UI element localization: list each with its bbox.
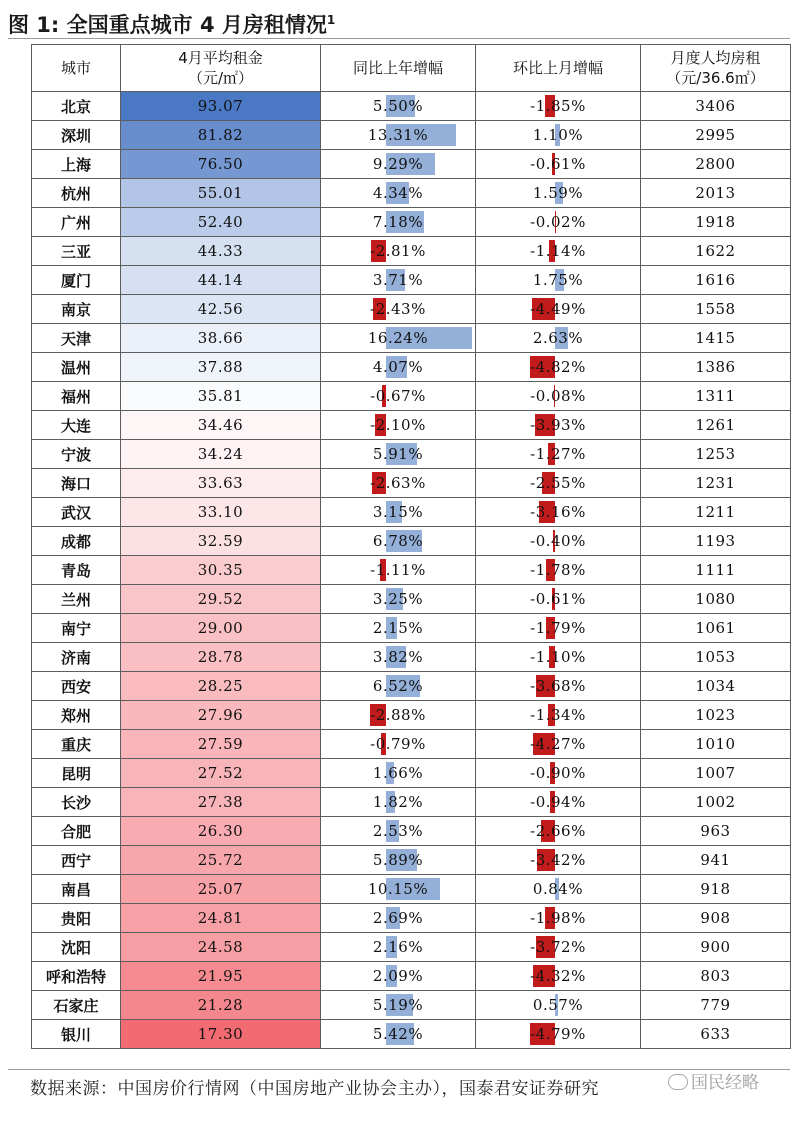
- table-row: [32, 92, 791, 121]
- yoy-cell: [321, 875, 476, 904]
- per-person-cell: 803: [641, 962, 791, 991]
- per-person-cell: 2800: [641, 150, 791, 179]
- yoy-cell: [321, 1020, 476, 1049]
- mom-value: -1.98%: [530, 909, 586, 927]
- table-row: [32, 1020, 791, 1049]
- table-row: [32, 179, 791, 208]
- mom-cell: [476, 266, 641, 295]
- header-rent-line1: 4月平均租金: [178, 49, 263, 67]
- mom-value: 0.84%: [532, 880, 584, 898]
- mom-cell: [476, 991, 641, 1020]
- yoy-cell: [321, 556, 476, 585]
- header-city: 城市: [32, 45, 121, 92]
- mom-value: -1.27%: [530, 445, 586, 463]
- per-person-cell: 1415: [641, 324, 791, 353]
- yoy-cell: [321, 527, 476, 556]
- mom-value: -1.78%: [530, 561, 586, 579]
- mom-cell: [476, 208, 641, 237]
- yoy-cell: [321, 411, 476, 440]
- per-person-cell: 1010: [641, 730, 791, 759]
- yoy-value: -1.11%: [370, 561, 426, 579]
- yoy-value: -2.81%: [370, 242, 426, 260]
- rent-cell: 28.25: [121, 672, 321, 701]
- rent-cell: 25.72: [121, 846, 321, 875]
- title-rule: [8, 38, 790, 39]
- header-per-person-line2: （元/36.6㎡）: [666, 69, 765, 87]
- rent-cell: 81.82: [121, 121, 321, 150]
- rent-cell: 27.52: [121, 759, 321, 788]
- mom-value: -4.27%: [530, 735, 586, 753]
- yoy-cell: [321, 672, 476, 701]
- rent-cell: 29.00: [121, 614, 321, 643]
- table-row: [32, 701, 791, 730]
- table-row: [32, 614, 791, 643]
- per-person-cell: 779: [641, 991, 791, 1020]
- rent-cell: 27.96: [121, 701, 321, 730]
- mom-value: -0.94%: [530, 793, 586, 811]
- mom-cell: [476, 353, 641, 382]
- per-person-cell: 1034: [641, 672, 791, 701]
- rent-cell: 76.50: [121, 150, 321, 179]
- city-cell: 南京: [32, 295, 121, 324]
- yoy-value: 16.24%: [367, 329, 429, 347]
- mom-value: -0.08%: [530, 387, 586, 405]
- city-cell: 合肥: [32, 817, 121, 846]
- mom-cell: [476, 237, 641, 266]
- yoy-cell: [321, 817, 476, 846]
- per-person-cell: 1261: [641, 411, 791, 440]
- rent-cell: 24.58: [121, 933, 321, 962]
- yoy-value: -2.10%: [370, 416, 426, 434]
- yoy-cell: [321, 382, 476, 411]
- header-rent: [121, 45, 321, 92]
- rent-cell: 38.66: [121, 324, 321, 353]
- per-person-cell: 1622: [641, 237, 791, 266]
- yoy-value: 5.50%: [372, 97, 424, 115]
- rent-table: [31, 44, 791, 1049]
- yoy-value: -2.88%: [370, 706, 426, 724]
- city-cell: 杭州: [32, 179, 121, 208]
- mom-cell: [476, 411, 641, 440]
- rent-cell: 30.35: [121, 556, 321, 585]
- header-mom: 环比上月增幅: [476, 45, 641, 92]
- mom-cell: [476, 527, 641, 556]
- table-header-row: [32, 45, 791, 92]
- rent-cell: 42.56: [121, 295, 321, 324]
- chart-title: 图 1: 全国重点城市 4 月房租情况$^1$: [8, 13, 336, 37]
- per-person-cell: 908: [641, 904, 791, 933]
- mom-cell: [476, 643, 641, 672]
- mom-value: -1.34%: [530, 706, 586, 724]
- yoy-cell: [321, 788, 476, 817]
- source-note: 数据来源：中国房价行情网（中国房地产业协会主办），国泰君安证券研究: [30, 1079, 599, 1099]
- per-person-cell: 1111: [641, 556, 791, 585]
- yoy-cell: [321, 150, 476, 179]
- yoy-value: -2.63%: [370, 474, 426, 492]
- table-row: [32, 875, 791, 904]
- city-cell: 石家庄: [32, 991, 121, 1020]
- yoy-value: 6.78%: [372, 532, 424, 550]
- yoy-cell: [321, 614, 476, 643]
- city-cell: 沈阳: [32, 933, 121, 962]
- city-cell: 上海: [32, 150, 121, 179]
- mom-cell: [476, 614, 641, 643]
- mom-value: -4.79%: [530, 1025, 586, 1043]
- yoy-cell: [321, 324, 476, 353]
- mom-value: -1.14%: [530, 242, 586, 260]
- rent-cell: 44.33: [121, 237, 321, 266]
- mom-value: -3.68%: [530, 677, 586, 695]
- yoy-cell: [321, 353, 476, 382]
- mom-value: -1.79%: [530, 619, 586, 637]
- rent-cell: 93.07: [121, 92, 321, 121]
- city-cell: 南宁: [32, 614, 121, 643]
- city-cell: 武汉: [32, 498, 121, 527]
- mom-value: -4.82%: [530, 358, 586, 376]
- rent-cell: 27.38: [121, 788, 321, 817]
- mom-value: -3.72%: [530, 938, 586, 956]
- table-row: [32, 933, 791, 962]
- city-cell: 宁波: [32, 440, 121, 469]
- yoy-cell: [321, 237, 476, 266]
- city-cell: 贵阳: [32, 904, 121, 933]
- rent-cell: 37.88: [121, 353, 321, 382]
- per-person-cell: 1053: [641, 643, 791, 672]
- table-row: [32, 469, 791, 498]
- per-person-cell: 1231: [641, 469, 791, 498]
- table-row: [32, 150, 791, 179]
- city-cell: 南昌: [32, 875, 121, 904]
- mom-value: -0.61%: [530, 155, 586, 173]
- mom-cell: [476, 440, 641, 469]
- mom-cell: [476, 759, 641, 788]
- mom-cell: [476, 556, 641, 585]
- table-row: [32, 324, 791, 353]
- mom-cell: [476, 730, 641, 759]
- mom-cell: [476, 469, 641, 498]
- mom-value: -4.32%: [530, 967, 586, 985]
- per-person-cell: 1193: [641, 527, 791, 556]
- mom-cell: [476, 92, 641, 121]
- mom-value: 1.10%: [532, 126, 584, 144]
- mom-cell: [476, 585, 641, 614]
- mom-value: -1.10%: [530, 648, 586, 666]
- mom-value: -0.40%: [530, 532, 586, 550]
- rent-cell: 33.10: [121, 498, 321, 527]
- mom-cell: [476, 150, 641, 179]
- yoy-cell: [321, 92, 476, 121]
- per-person-cell: 1061: [641, 614, 791, 643]
- city-cell: 呼和浩特: [32, 962, 121, 991]
- rent-cell: 34.24: [121, 440, 321, 469]
- yoy-cell: [321, 585, 476, 614]
- yoy-value: 10.15%: [367, 880, 429, 898]
- per-person-cell: 1253: [641, 440, 791, 469]
- table-row: [32, 295, 791, 324]
- table-row: [32, 411, 791, 440]
- mom-value: 1.75%: [532, 271, 584, 289]
- city-cell: 西宁: [32, 846, 121, 875]
- table-row: [32, 962, 791, 991]
- mom-value: -3.42%: [530, 851, 586, 869]
- per-person-cell: 3406: [641, 92, 791, 121]
- yoy-cell: [321, 121, 476, 150]
- table-row: [32, 382, 791, 411]
- city-cell: 昆明: [32, 759, 121, 788]
- yoy-value: 5.89%: [372, 851, 424, 869]
- rent-cell: 21.95: [121, 962, 321, 991]
- yoy-cell: [321, 991, 476, 1020]
- mom-cell: [476, 875, 641, 904]
- yoy-value: 13.31%: [367, 126, 429, 144]
- yoy-value: 2.09%: [372, 967, 424, 985]
- table-row: [32, 991, 791, 1020]
- yoy-cell: [321, 846, 476, 875]
- mom-cell: [476, 1020, 641, 1049]
- yoy-cell: [321, 962, 476, 991]
- table-row: [32, 672, 791, 701]
- per-person-cell: 941: [641, 846, 791, 875]
- city-cell: 济南: [32, 643, 121, 672]
- table-row: [32, 585, 791, 614]
- city-cell: 海口: [32, 469, 121, 498]
- rent-cell: 35.81: [121, 382, 321, 411]
- mom-value: -2.66%: [530, 822, 586, 840]
- yoy-value: 3.71%: [372, 271, 424, 289]
- mom-cell: [476, 121, 641, 150]
- header-per-person: [641, 45, 791, 92]
- mom-cell: [476, 788, 641, 817]
- per-person-cell: 1311: [641, 382, 791, 411]
- mom-cell: [476, 817, 641, 846]
- per-person-cell: 1007: [641, 759, 791, 788]
- city-cell: 福州: [32, 382, 121, 411]
- mom-cell: [476, 933, 641, 962]
- per-person-cell: 633: [641, 1020, 791, 1049]
- per-person-cell: 963: [641, 817, 791, 846]
- wechat-icon: [668, 1074, 688, 1090]
- per-person-cell: 1918: [641, 208, 791, 237]
- rent-cell: 44.14: [121, 266, 321, 295]
- mom-value: -0.90%: [530, 764, 586, 782]
- table-row: [32, 817, 791, 846]
- yoy-value: -0.79%: [370, 735, 426, 753]
- rent-cell: 52.40: [121, 208, 321, 237]
- yoy-cell: [321, 469, 476, 498]
- mom-value: -4.49%: [530, 300, 586, 318]
- per-person-cell: 1080: [641, 585, 791, 614]
- yoy-cell: [321, 933, 476, 962]
- yoy-value: 2.53%: [372, 822, 424, 840]
- rent-cell: 21.28: [121, 991, 321, 1020]
- city-cell: 长沙: [32, 788, 121, 817]
- table-row: [32, 904, 791, 933]
- yoy-cell: [321, 730, 476, 759]
- yoy-value: 6.52%: [372, 677, 424, 695]
- per-person-cell: 1616: [641, 266, 791, 295]
- yoy-cell: [321, 295, 476, 324]
- yoy-cell: [321, 643, 476, 672]
- mom-value: 0.57%: [532, 996, 584, 1014]
- mom-cell: [476, 672, 641, 701]
- rent-cell: 17.30: [121, 1020, 321, 1049]
- per-person-cell: 1002: [641, 788, 791, 817]
- mom-cell: [476, 324, 641, 353]
- city-cell: 三亚: [32, 237, 121, 266]
- yoy-value: 5.19%: [372, 996, 424, 1014]
- mom-cell: [476, 295, 641, 324]
- table-row: [32, 527, 791, 556]
- mom-value: -3.93%: [530, 416, 586, 434]
- table-row: [32, 556, 791, 585]
- mom-cell: [476, 962, 641, 991]
- rent-cell: 55.01: [121, 179, 321, 208]
- table-row: [32, 788, 791, 817]
- table-row: [32, 643, 791, 672]
- table-row: [32, 440, 791, 469]
- mom-cell: [476, 498, 641, 527]
- rent-cell: 27.59: [121, 730, 321, 759]
- mom-value: 1.59%: [532, 184, 584, 202]
- city-cell: 青岛: [32, 556, 121, 585]
- yoy-cell: [321, 904, 476, 933]
- per-person-cell: 1558: [641, 295, 791, 324]
- yoy-value: 3.25%: [372, 590, 424, 608]
- mom-value: -1.85%: [530, 97, 586, 115]
- mom-cell: [476, 846, 641, 875]
- table-row: [32, 266, 791, 295]
- rent-cell: 32.59: [121, 527, 321, 556]
- rent-cell: 33.63: [121, 469, 321, 498]
- yoy-cell: [321, 266, 476, 295]
- header-per-person-line1: 月度人均房租: [670, 49, 761, 67]
- yoy-cell: [321, 179, 476, 208]
- mom-value: 2.63%: [532, 329, 584, 347]
- yoy-value: 1.82%: [372, 793, 424, 811]
- per-person-cell: 2995: [641, 121, 791, 150]
- yoy-value: 2.15%: [372, 619, 424, 637]
- table-row: [32, 759, 791, 788]
- table-row: [32, 237, 791, 266]
- watermark-text: 国民经略: [691, 1073, 759, 1093]
- per-person-cell: 900: [641, 933, 791, 962]
- title-footnote-marker: 1: [326, 13, 336, 27]
- table-row: [32, 846, 791, 875]
- city-cell: 温州: [32, 353, 121, 382]
- yoy-value: 1.66%: [372, 764, 424, 782]
- yoy-value: 2.69%: [372, 909, 424, 927]
- table-row: [32, 121, 791, 150]
- rent-cell: 29.52: [121, 585, 321, 614]
- per-person-cell: 1023: [641, 701, 791, 730]
- rent-cell: 28.78: [121, 643, 321, 672]
- yoy-value: 3.15%: [372, 503, 424, 521]
- mom-cell: [476, 382, 641, 411]
- yoy-value: 5.42%: [372, 1025, 424, 1043]
- header-rent-line2: （元/㎡）: [187, 69, 254, 87]
- yoy-value: 9.29%: [372, 155, 424, 173]
- rent-cell: 25.07: [121, 875, 321, 904]
- city-cell: 银川: [32, 1020, 121, 1049]
- mom-cell: [476, 701, 641, 730]
- rent-cell: 34.46: [121, 411, 321, 440]
- table-row: [32, 353, 791, 382]
- mom-cell: [476, 904, 641, 933]
- city-cell: 深圳: [32, 121, 121, 150]
- city-cell: 成都: [32, 527, 121, 556]
- yoy-value: 7.18%: [372, 213, 424, 231]
- per-person-cell: 1386: [641, 353, 791, 382]
- city-cell: 广州: [32, 208, 121, 237]
- city-cell: 大连: [32, 411, 121, 440]
- mom-value: -2.55%: [530, 474, 586, 492]
- table-body: [32, 92, 791, 1049]
- yoy-cell: [321, 440, 476, 469]
- yoy-value: 4.07%: [372, 358, 424, 376]
- city-cell: 西安: [32, 672, 121, 701]
- mom-cell: [476, 179, 641, 208]
- yoy-value: 3.82%: [372, 648, 424, 666]
- yoy-cell: [321, 759, 476, 788]
- yoy-value: 2.16%: [372, 938, 424, 956]
- city-cell: 郑州: [32, 701, 121, 730]
- city-cell: 厦门: [32, 266, 121, 295]
- table-row: [32, 498, 791, 527]
- city-cell: 兰州: [32, 585, 121, 614]
- table-row: [32, 208, 791, 237]
- table-row: [32, 730, 791, 759]
- mom-value: -3.16%: [530, 503, 586, 521]
- per-person-cell: 918: [641, 875, 791, 904]
- yoy-value: -0.67%: [370, 387, 426, 405]
- city-cell: 重庆: [32, 730, 121, 759]
- mom-value: -0.61%: [530, 590, 586, 608]
- city-cell: 天津: [32, 324, 121, 353]
- yoy-value: -2.43%: [370, 300, 426, 318]
- header-yoy: 同比上年增幅: [321, 45, 476, 92]
- per-person-cell: 2013: [641, 179, 791, 208]
- rent-cell: 24.81: [121, 904, 321, 933]
- watermark: [668, 1068, 759, 1093]
- yoy-cell: [321, 208, 476, 237]
- yoy-value: 5.91%: [372, 445, 424, 463]
- yoy-value: 4.34%: [372, 184, 424, 202]
- city-cell: 北京: [32, 92, 121, 121]
- per-person-cell: 1211: [641, 498, 791, 527]
- mom-value: -0.02%: [530, 213, 586, 231]
- rent-cell: 26.30: [121, 817, 321, 846]
- yoy-cell: [321, 498, 476, 527]
- yoy-cell: [321, 701, 476, 730]
